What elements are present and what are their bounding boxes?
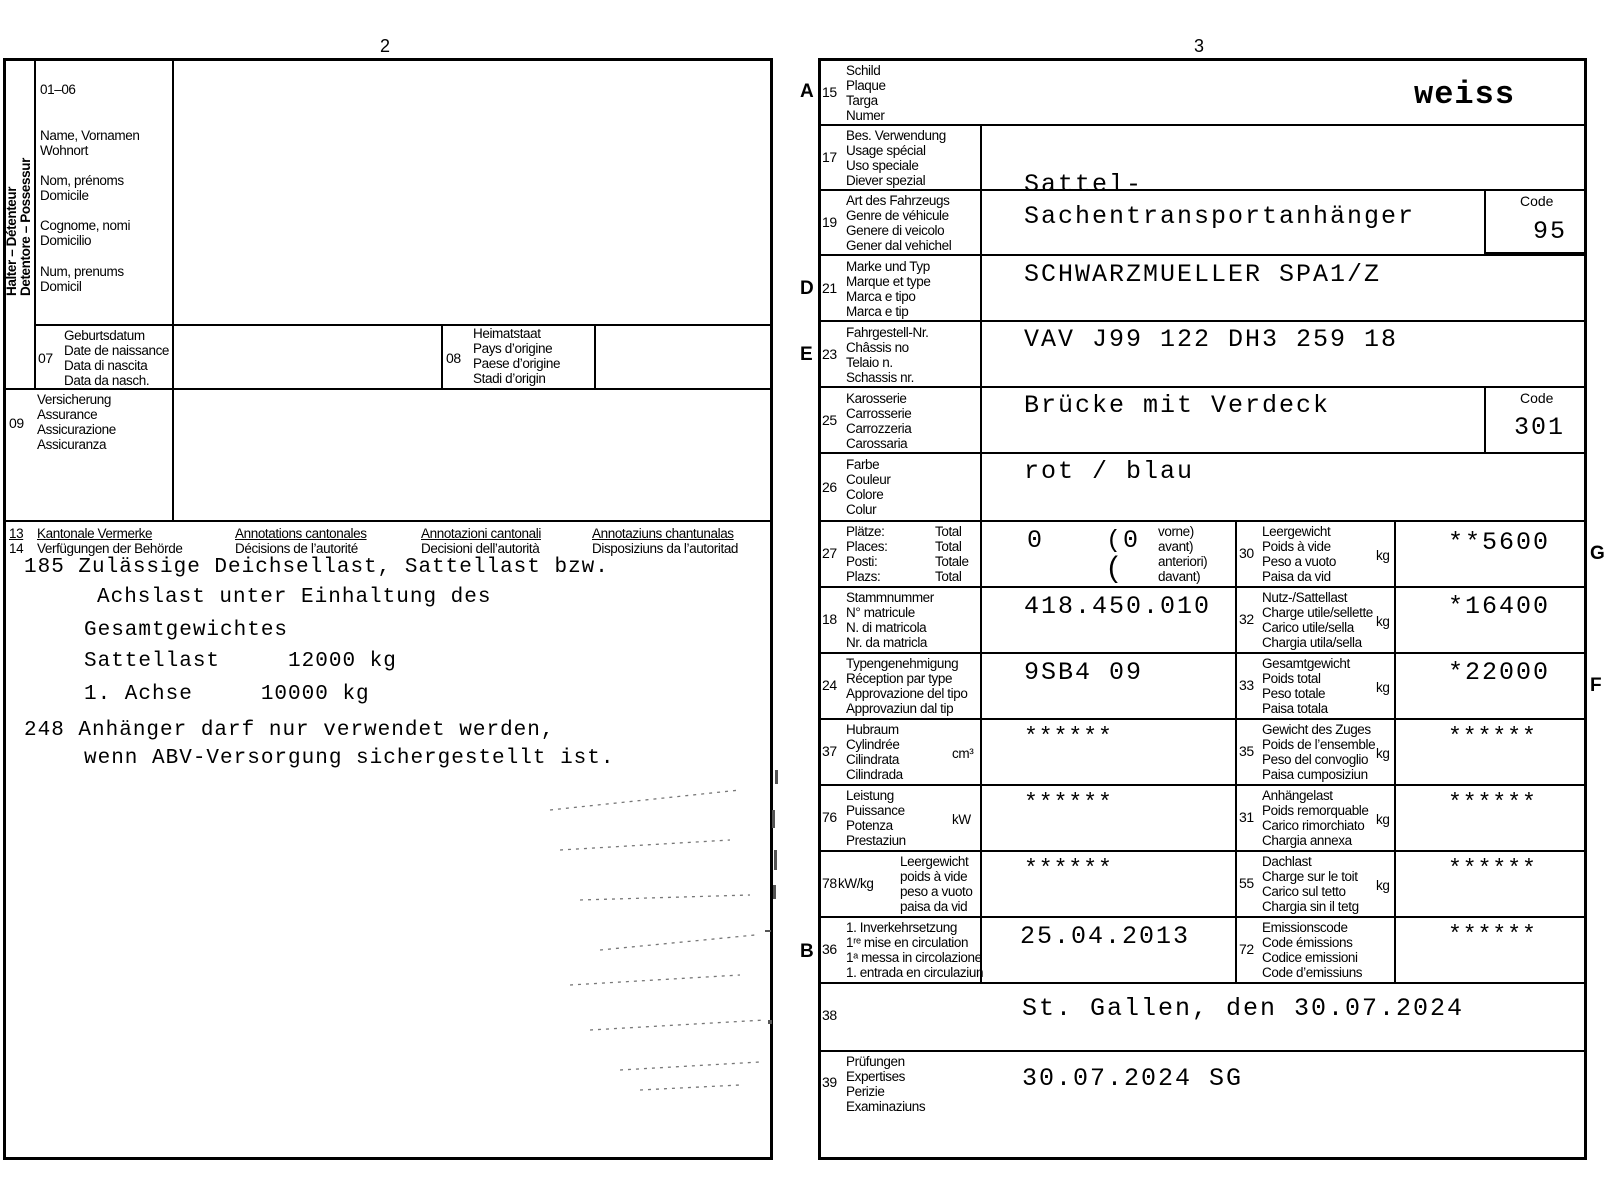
field-21-labels: Marke und Typ Marque et type Marca e tipo Marca e tip — [846, 259, 931, 319]
field-36-labels: 1. Inverkehrsetzung 1ʳᵉ mise en circulation 1ᵃ messa in circolazione 1. entrada en circulaziun — [846, 920, 984, 980]
field-31-number: 31 — [1239, 809, 1254, 825]
vehicle-type-code-value: 95 — [1533, 217, 1568, 246]
roof-load-value: ****** — [1448, 856, 1537, 882]
field-31-unit: kg — [1376, 812, 1390, 827]
displacement-value: ****** — [1024, 724, 1113, 750]
side-letter-a: A — [800, 81, 814, 102]
field-17-labels: Bes. Verwendung Usage spécial Uso speciale Diever spezial — [846, 128, 946, 188]
remark-line-6: 248 Anhänger darf nur verwendet werden, — [24, 719, 555, 742]
field-13-14-col2: Annotations cantonales Décisions de l’autorité — [235, 526, 367, 556]
seats-total-value: 0 — [1027, 526, 1045, 555]
field-27-totals: Total Total Totale Total — [935, 524, 969, 584]
field-26-labels: Farbe Couleur Colore Colur — [846, 457, 891, 517]
page-number-right: 3 — [1194, 36, 1205, 56]
vehicle-type-value: Sachentransportanhänger — [1024, 202, 1416, 231]
field-09-labels: Versicherung Assurance Assicurazione Assicuranza — [37, 392, 116, 452]
side-letter-f: F — [1590, 675, 1602, 696]
field-18-labels: Stammnummer N° matricule N. di matricola Nr. da matricla — [846, 590, 934, 650]
remark-line-2: Achslast unter Einhaltung des — [97, 586, 492, 609]
master-number-value: 418.450.010 — [1024, 592, 1212, 621]
field-07-number: 07 — [38, 350, 53, 366]
field-07-labels: Geburtsdatum Date de naissance Data di nascita Data da nasch. — [64, 328, 170, 388]
field-76-unit: kW — [952, 812, 971, 827]
towing-load-value: ****** — [1448, 790, 1537, 816]
field-25-labels: Karosserie Carrosserie Carrozzeria Carossaria — [846, 391, 912, 451]
field-19-labels: Art des Fahrzeugs Genre de véhicule Genere di veicolo Gener dal vehichel — [846, 193, 952, 253]
field-39-number: 39 — [822, 1074, 837, 1090]
field-15-labels: Schild Plaque Targa Numer — [846, 63, 886, 123]
chassis-number-value: VAV J99 122 DH3 259 18 — [1024, 325, 1399, 354]
field-17-number: 17 — [822, 149, 837, 165]
field-09-number: 09 — [9, 415, 24, 431]
insurance-field[interactable] — [174, 390, 771, 519]
field-33-number: 33 — [1239, 677, 1254, 693]
side-letter-d: D — [800, 278, 814, 299]
vehicle-type-code-label: Code — [1520, 193, 1554, 209]
body-code-value: 301 — [1514, 413, 1566, 442]
field-13-14-col1: Kantonale Vermerke Verfügungen der Behörde — [37, 526, 183, 556]
color-value: rot / blau — [1024, 457, 1195, 486]
remark-line-4: Sattellast 12000 kg — [84, 650, 397, 673]
field-78-number: 78 — [822, 875, 837, 891]
field-32-labels: Nutz-/Sattellast Charge utile/sellette Carico utile/sella Chargia utila/sella — [1262, 590, 1373, 650]
field-37-number: 37 — [822, 743, 837, 759]
birthdate-field[interactable] — [174, 326, 439, 387]
holder-name-labels: Name, Vornamen Wohnort Nom, prénoms Domicile Cognome, nomi Domicilio Num, prenums Domicil — [40, 128, 140, 294]
field-37-unit: cm³ — [952, 746, 974, 761]
field-55-number: 55 — [1239, 875, 1254, 891]
field-36-number: 36 — [822, 941, 837, 957]
field-23-labels: Fahrgestell-Nr. Châssis no Telaio n. Schassis nr. — [846, 325, 929, 385]
remark-line-1: 185 Zulässige Deichsellast, Sattellast bzw. — [24, 556, 609, 579]
field-35-unit: kg — [1376, 746, 1390, 761]
field-13-14-col3: Annotazioni cantonali Decisioni dell’autorità — [421, 526, 541, 556]
power-value: ****** — [1024, 790, 1113, 816]
holder-name-field[interactable] — [174, 60, 771, 323]
power-to-weight-value: ****** — [1024, 856, 1113, 882]
field-33-unit: kg — [1376, 680, 1390, 695]
page-number-left: 2 — [380, 36, 391, 56]
train-weight-value: ****** — [1448, 724, 1537, 750]
field-76-labels: Leistung Puissance Potenza Prestaziun — [846, 788, 906, 848]
first-registration-value: 25.04.2013 — [1020, 922, 1191, 951]
side-letter-g: G — [1590, 543, 1605, 564]
field-72-number: 72 — [1239, 941, 1254, 957]
field-72-labels: Emissionscode Code émissions Codice emissioni Code d’emissiuns — [1262, 920, 1363, 980]
empty-weight-value: **5600 — [1448, 528, 1551, 557]
field-33-labels: Gesamtgewicht Poids total Peso totale Paisa totala — [1262, 656, 1350, 716]
field-30-number: 30 — [1239, 545, 1254, 561]
side-letter-e: E — [800, 344, 813, 365]
field-01-06-label: 01–06 — [40, 82, 76, 97]
field-13-14-col4: Annotaziuns chantunalas Disposiziuns da l’autoritad — [592, 526, 739, 556]
type-approval-value: 9SB4 09 — [1024, 658, 1144, 687]
field-27-number: 27 — [822, 545, 837, 561]
make-type-value: SCHWARZMUELLER SPA1/Z — [1024, 260, 1382, 289]
field-31-labels: Anhängelast Poids remorquable Carico rimorchiato Chargia annexa — [1262, 788, 1369, 848]
home-country-field[interactable] — [596, 326, 771, 387]
field-23-number: 23 — [822, 346, 837, 362]
field-35-labels: Gewicht des Zuges Poids de l’ensemble Peso del convoglio Paisa cumposiziun — [1262, 722, 1376, 782]
field-30-labels: Leergewicht Poids à vide Peso a vuoto Paisa da vid — [1262, 524, 1337, 584]
seats-front-labels: vorne) avant) anteriori) davant) — [1158, 524, 1208, 584]
field-25-number: 25 — [822, 412, 837, 428]
field-32-unit: kg — [1376, 614, 1390, 629]
field-38-number: 38 — [822, 1007, 837, 1023]
body-code-label: Code — [1520, 390, 1554, 406]
inspection-value: 30.07.2024 SG — [1022, 1064, 1244, 1093]
field-08-labels: Heimatstaat Pays d’origine Paese d’origine Stadi d’origin — [473, 326, 561, 386]
field-32-number: 32 — [1239, 611, 1254, 627]
seats-front-value: (0 — [1106, 526, 1141, 555]
field-76-number: 76 — [822, 809, 837, 825]
field-21-number: 21 — [822, 280, 837, 296]
field-55-unit: kg — [1376, 878, 1390, 893]
holder-side-label: Halter – Détenteur Detentore – Possessur — [4, 158, 33, 296]
remark-line-5: 1. Achse 10000 kg — [84, 683, 370, 706]
payload-value: *16400 — [1448, 592, 1551, 621]
body-value: Brücke mit Verdeck — [1024, 391, 1331, 420]
remark-line-7: wenn ABV-Versorgung sichergestellt ist. — [84, 747, 615, 770]
field-35-number: 35 — [1239, 743, 1254, 759]
field-78-unit: kW/kg — [838, 876, 874, 891]
field-18-number: 18 — [822, 611, 837, 627]
total-weight-value: *22000 — [1448, 658, 1551, 687]
field-26-number: 26 — [822, 479, 837, 495]
seats-bracket: ( — [1108, 551, 1118, 584]
side-letter-b: B — [800, 941, 814, 962]
plate-color-value: weiss — [1414, 76, 1516, 113]
field-24-labels: Typengenehmigung Réception par type Approvazione del tipo Approvaziun dal tip — [846, 656, 968, 716]
field-37-labels: Hubraum Cylindrée Cilindrata Cilindrada — [846, 722, 903, 782]
field-13-14-numbers: 13 14 — [9, 526, 24, 556]
field-08-number: 08 — [446, 350, 461, 366]
faded-stamp — [540, 770, 800, 1110]
emission-code-value: ****** — [1448, 922, 1537, 948]
issue-place-date-value: St. Gallen, den 30.07.2024 — [1022, 994, 1465, 1023]
field-39-labels: Prüfungen Expertises Perizie Examinaziuns — [846, 1054, 926, 1114]
field-78-labels: Leergewicht poids à vide peso a vuoto paisa da vid — [900, 854, 973, 914]
field-30-unit: kg — [1376, 548, 1390, 563]
special-use-value: Sattel- — [1024, 170, 1144, 199]
field-55-labels: Dachlast Charge sur le toit Carico sul tetto Chargia sin il tetg — [1262, 854, 1359, 914]
field-24-number: 24 — [822, 677, 837, 693]
field-19-number: 19 — [822, 214, 837, 230]
remark-line-3: Gesamtgewichtes — [84, 619, 289, 642]
field-27-labels: Plätze: Places: Posti: Plazs: — [846, 524, 888, 584]
field-15-number: 15 — [822, 84, 837, 100]
